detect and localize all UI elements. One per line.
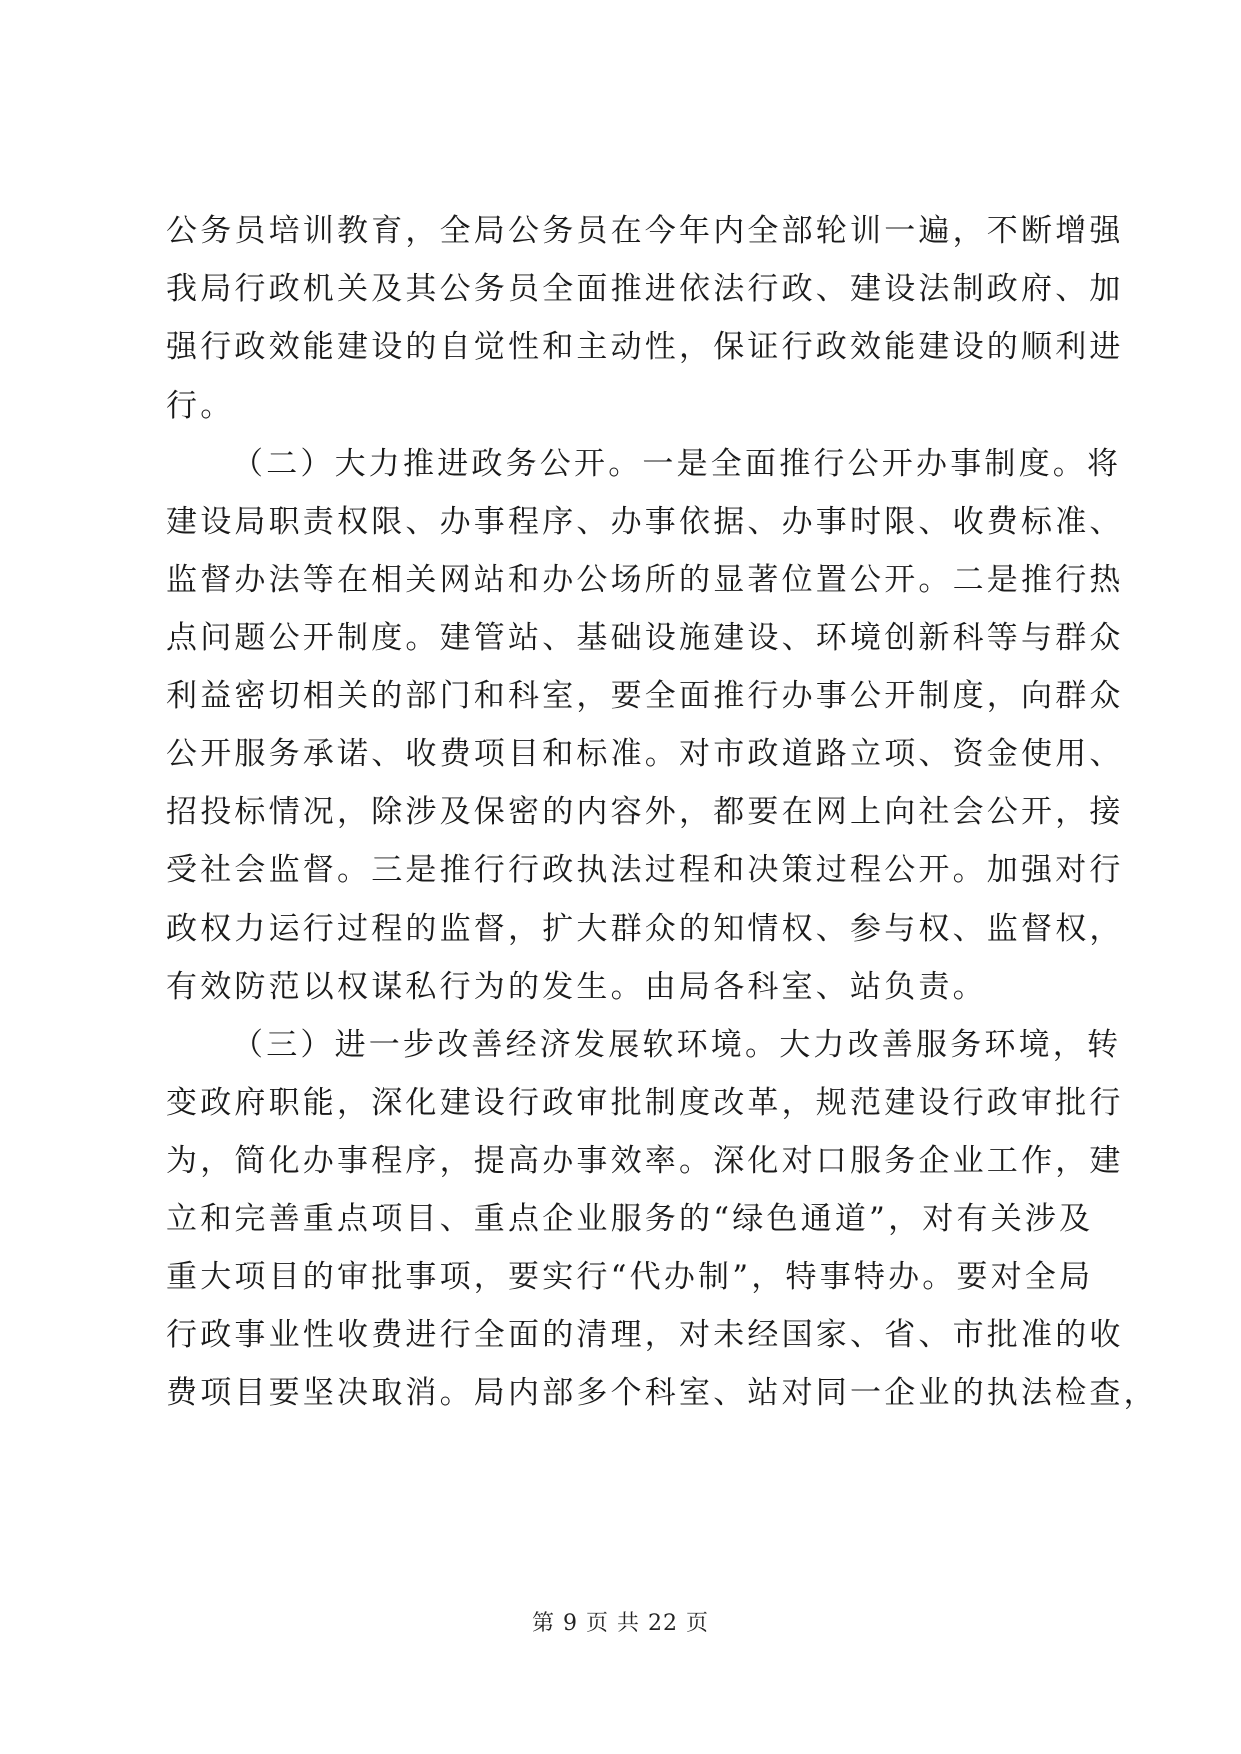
paragraph-line: 政权力运行过程的监督，扩大群众的知情权、参与权、监督权， [166, 911, 1124, 947]
paragraph-line: 利益密切相关的部门和科室，要全面推行办事公开制度，向群众 [166, 678, 1124, 714]
paragraph-line: 我局行政机关及其公务员全面推进依法行政、建设法制政府、加 [166, 271, 1124, 307]
paragraph-line: 招投标情况，除涉及保密的内容外，都要在网上向社会公开，接 [166, 794, 1124, 830]
paragraph-line: 建设局职责权限、办事程序、办事依据、办事时限、收费标准、 [166, 504, 1124, 540]
paragraph-line: 监督办法等在相关网站和办公场所的显著位置公开。二是推行热 [166, 562, 1124, 598]
paragraph-line: （二）大力推进政务公开。一是全面推行公开办事制度。将 [232, 446, 1122, 482]
paragraph-line: 立和完善重点项目、重点企业服务的“绿色通道”，对有关涉及 [166, 1201, 1094, 1237]
paragraph-line: 点问题公开制度。建管站、基础设施建设、环境创新科等与群众 [166, 620, 1124, 656]
paragraph-line: 费项目要坚决取消。局内部多个科室、站对同一企业的执法检查， [166, 1375, 1158, 1411]
paragraph-line: 受社会监督。三是推行行政执法过程和决策过程公开。加强对行 [166, 852, 1124, 888]
paragraph-line: 行。 [166, 388, 235, 424]
paragraph-line: 有效防范以权谋私行为的发生。由局各科室、站负责。 [166, 969, 987, 1005]
paragraph-line: 强行政效能建设的自觉性和主动性，保证行政效能建设的顺利进 [166, 329, 1124, 365]
paragraph-line: （三）进一步改善经济发展软环境。大力改善服务环境，转 [232, 1027, 1122, 1063]
paragraph-line: 行政事业性收费进行全面的清理，对未经国家、省、市批准的收 [166, 1317, 1124, 1353]
paragraph-line: 为，简化办事程序，提高办事效率。深化对口服务企业工作，建 [166, 1143, 1124, 1179]
paragraph-line: 变政府职能，深化建设行政审批制度改革，规范建设行政审批行 [166, 1085, 1124, 1121]
page-number-footer: 第 9 页 共 22 页 [532, 1611, 709, 1636]
paragraph-line: 公开服务承诺、收费项目和标准。对市政道路立项、资金使用、 [166, 736, 1124, 772]
paragraph-line: 公务员培训教育，全局公务员在今年内全部轮训一遍，不断增强 [166, 213, 1124, 249]
paragraph-line: 重大项目的审批事项，要实行“代办制”，特事特办。要对全局 [166, 1259, 1094, 1295]
